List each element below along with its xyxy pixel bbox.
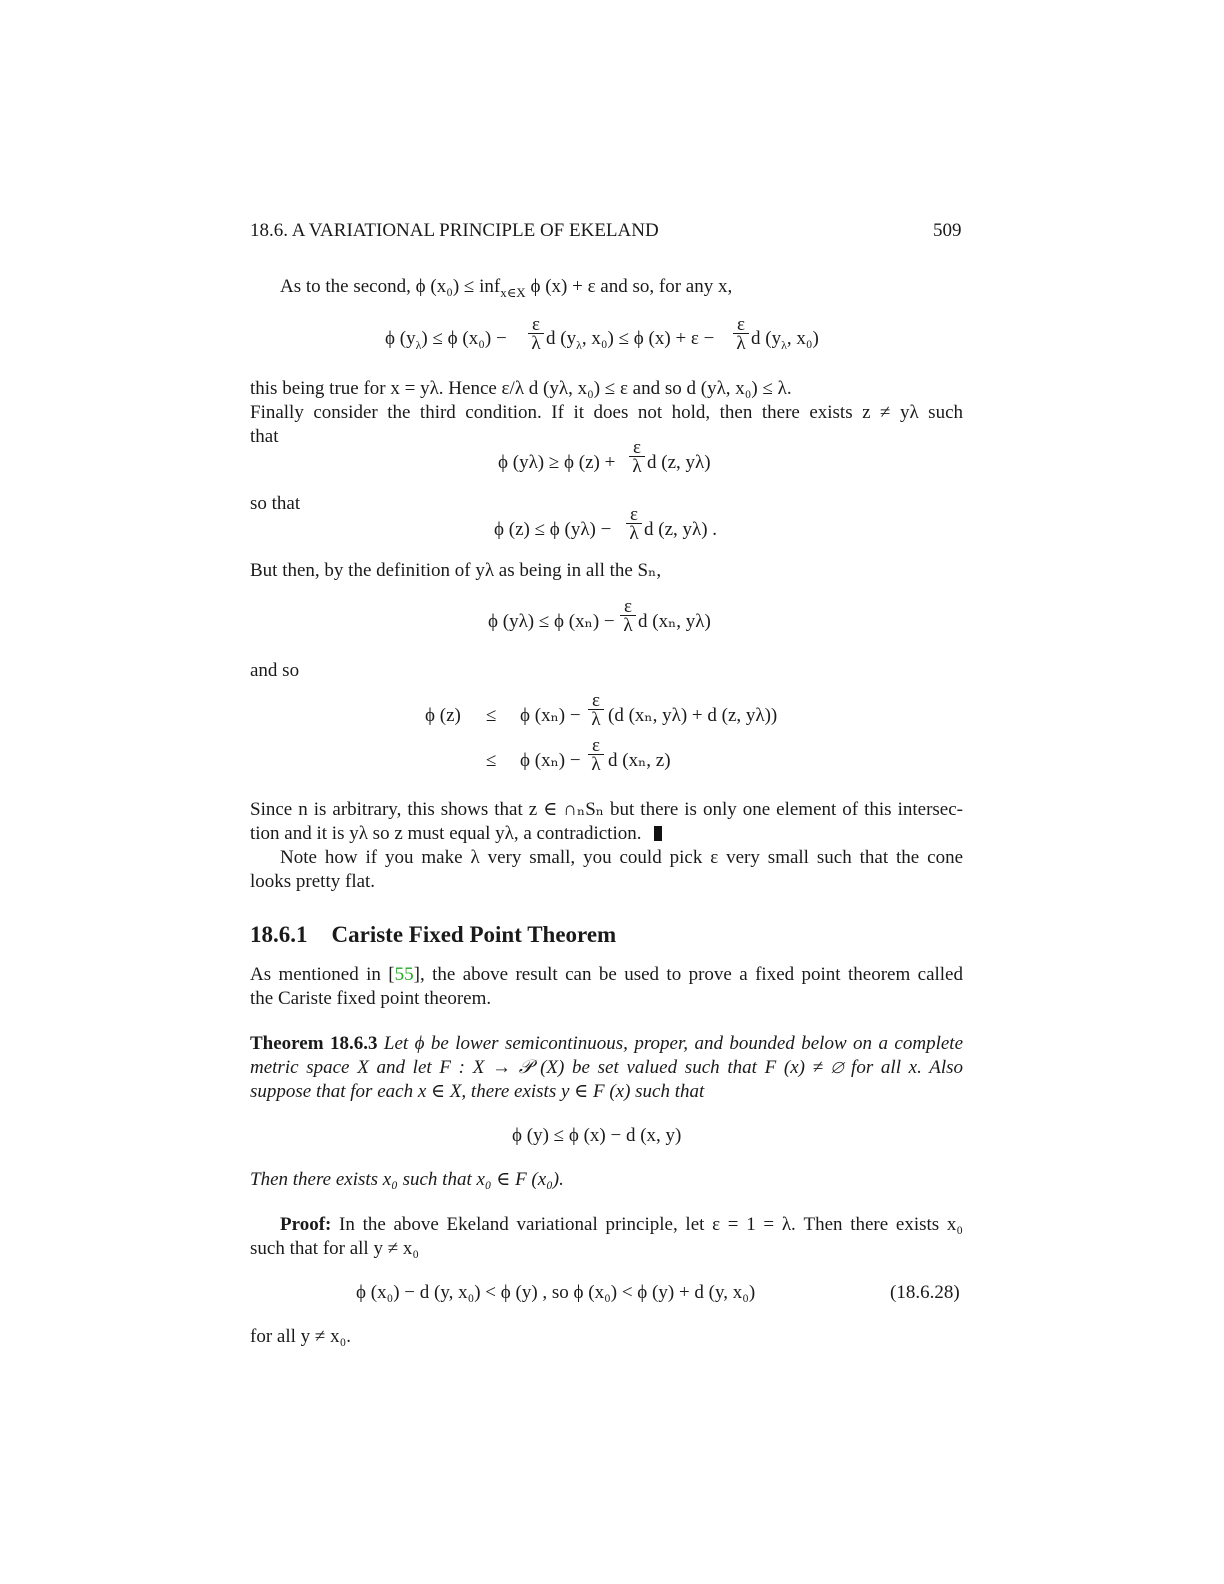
paragraph-third-condition-line2: that — [250, 426, 279, 447]
text-run: As to the second, ϕ (x₀) ≤ inf — [280, 276, 501, 297]
proof-line3: for all y ≠ x₀. — [250, 1326, 351, 1347]
proof-line1 — [280, 1213, 963, 1237]
eq-part: ϕ (yλ) ≤ ϕ (xₙ) − — [488, 611, 615, 632]
paragraph-since-line2 — [250, 822, 662, 846]
theorem-equation: ϕ (y) ≤ ϕ (x) − d (x, y) — [512, 1125, 682, 1146]
text-run: In the above Ekeland variational principle, let ε = 1 = λ. Then there exists x₀ — [331, 1214, 963, 1235]
fraction-eps-lambda: $\frac{\varepsilon}{\lambda}$ — [588, 691, 604, 730]
theorem-line2 — [250, 1056, 963, 1080]
qed-box-icon — [654, 826, 662, 841]
fraction-eps-lambda: $\frac{\varepsilon}{\lambda}$ — [733, 315, 749, 354]
paragraph-third-condition-line1: Finally consider the third condition. If it does not hold, then there exists z ≠ yλ such — [250, 402, 963, 423]
theorem-line1 — [250, 1032, 963, 1056]
paragraph-hence: this being true for x = yλ. Hence ε/λ d (yλ, x₀) ≤ ε and so d (yλ, x₀) ≤ λ. — [250, 378, 792, 399]
subscript: x∈X — [500, 284, 526, 300]
equation-2 — [498, 438, 728, 488]
subsection-number: 18.6.1 — [250, 922, 308, 947]
eq-part: (d (xₙ, yλ) + d (z, yλ)) — [608, 705, 778, 726]
eq-part: d (xₙ, yλ) — [638, 611, 711, 632]
eq-part: ) ≤ ϕ (x₀) − — [421, 328, 507, 349]
paragraph-and-so: and so — [250, 660, 300, 681]
paragraph-but-then: But then, by the definition of yλ as being in all the Sₙ, — [250, 560, 662, 581]
equation-1 — [385, 312, 845, 362]
citation-link[interactable]: 55 — [394, 964, 414, 985]
paragraph-so-that: so that — [250, 493, 301, 514]
text-run: ], the above result can be used to prove a fixed point theorem called — [413, 964, 963, 985]
eq-part: d (xₙ, z) — [608, 750, 671, 771]
paragraph-as-mentioned-line1 — [250, 963, 963, 987]
eq-part: d (z, yλ) — [647, 452, 711, 473]
eq-relation: ≤ — [486, 705, 497, 726]
proof-equation: ϕ (x₀) − d (y, x₀) < ϕ (y) , so ϕ (x₀) < ϕ (y) + d (y, x₀) — [356, 1282, 756, 1303]
proof-label: Proof: — [280, 1214, 332, 1235]
text-run: ϕ (x) + ε and so, for any x, — [525, 276, 733, 297]
text-run: metric space X and let F : X → 𝒫 (X) be set valued such that F (x) ≠ ∅ for all x. Also — [250, 1057, 963, 1078]
theorem-conclusion — [250, 1168, 564, 1192]
eq-part: ϕ (y — [385, 328, 416, 349]
paragraph-as-mentioned-line2: the Cariste fixed point theorem. — [250, 988, 492, 1009]
subsection-heading — [250, 922, 616, 948]
eq-part: d (y — [546, 328, 577, 349]
equation-3 — [494, 505, 724, 555]
proof-line2: such that for all y ≠ x₀ — [250, 1238, 420, 1259]
eq-part: ϕ (z) ≤ ϕ (yλ) − — [494, 519, 612, 540]
eq-part: , x₀) ≤ ϕ (x) + ε − — [581, 328, 715, 349]
paragraph-second-condition — [280, 275, 732, 305]
eq-lhs: ϕ (z) — [425, 705, 461, 726]
equation-4 — [488, 597, 728, 647]
text-run: tion and it is yλ so z must equal yλ, a contradiction. — [250, 823, 642, 844]
eq-part: d (y — [751, 328, 782, 349]
page-number: 509 — [933, 220, 962, 241]
theorem-line3 — [250, 1080, 704, 1104]
running-header-title: 18.6. A VARIATIONAL PRINCIPLE OF EKELAND — [250, 220, 659, 241]
subscript-lambda: λ — [781, 337, 787, 352]
fraction-eps-lambda: $\frac{\varepsilon}{\lambda}$ — [588, 736, 604, 775]
text-run: Then there exists x₀ such that x₀ ∈ F (x₀). — [250, 1169, 564, 1190]
equation-number: (18.6.28) — [890, 1282, 960, 1303]
eq-part: ϕ (yλ) ≥ ϕ (z) + — [498, 452, 616, 473]
eq-relation: ≤ — [486, 750, 497, 771]
paragraph-since-line1: Since n is arbitrary, this shows that z ∈ ∩ₙSₙ but there is only one element of this intersec- — [250, 799, 963, 820]
eq-part: , x₀) — [786, 328, 819, 349]
fraction-eps-lambda: $\frac{\varepsilon}{\lambda}$ — [528, 315, 544, 354]
eq-part: ϕ (xₙ) − — [520, 705, 581, 726]
fraction-eps-lambda: $\frac{\varepsilon}{\lambda}$ — [629, 438, 645, 477]
subscript-lambda: λ — [576, 337, 582, 352]
fraction-eps-lambda: $\frac{\varepsilon}{\lambda}$ — [620, 597, 636, 636]
fraction-eps-lambda: $\frac{\varepsilon}{\lambda}$ — [626, 505, 642, 544]
text-run: As mentioned in [ — [250, 964, 395, 985]
subscript-lambda: λ — [415, 337, 422, 352]
subsection-title: Cariste Fixed Point Theorem — [331, 922, 617, 947]
text-run: suppose that for each x ∈ X, there exists y ∈ F (x) such that — [250, 1081, 705, 1102]
theorem-label: Theorem 18.6.3 — [250, 1033, 378, 1054]
paragraph-note-line2: looks pretty flat. — [250, 871, 376, 892]
text-run: Let ϕ be lower semicontinuous, proper, and bounded below on a complete — [377, 1033, 964, 1054]
paragraph-note-line1: Note how if you make λ very small, you could pick ε very small such that the cone — [280, 847, 963, 868]
equation-5-aligned — [425, 690, 805, 786]
eq-part: d (z, yλ) . — [644, 519, 718, 540]
eq-part: ϕ (xₙ) − — [520, 750, 581, 771]
